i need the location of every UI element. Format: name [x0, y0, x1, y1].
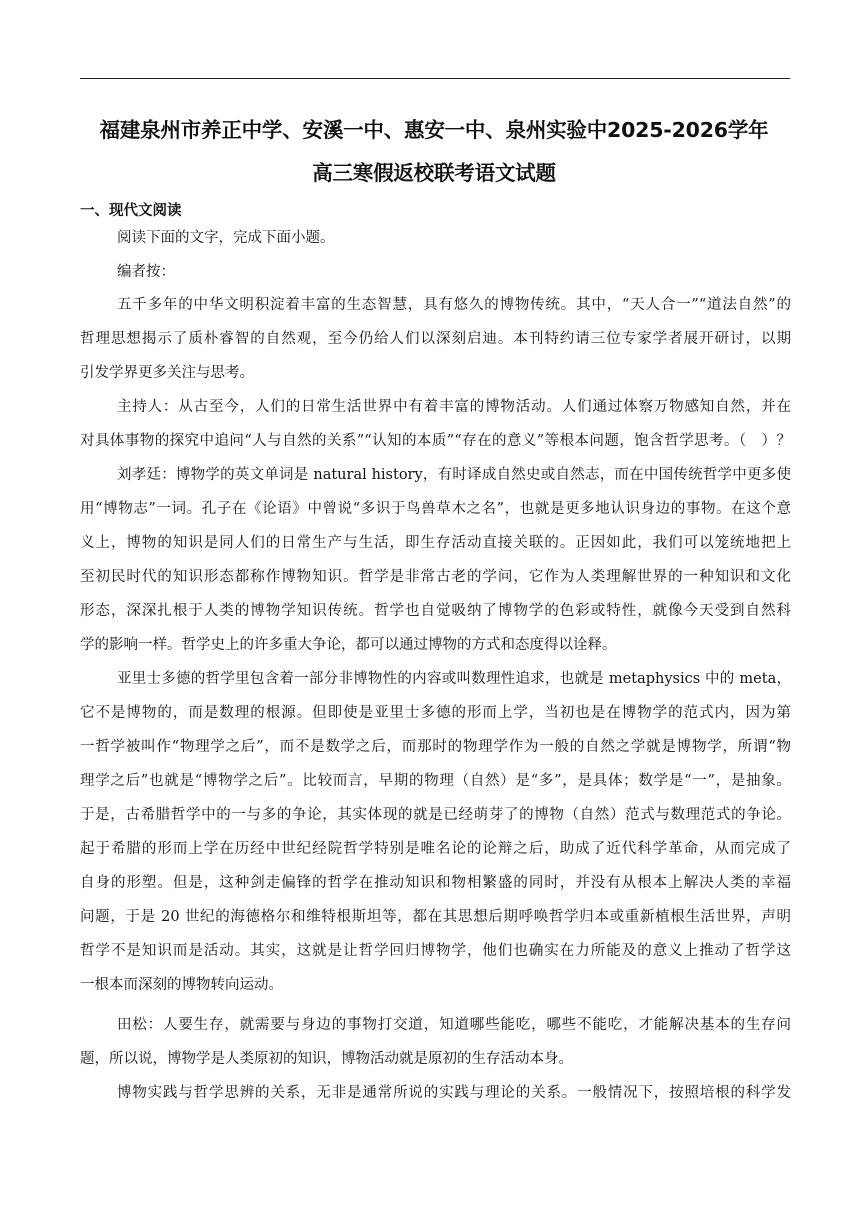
- body-line: 于是，古希腊哲学中的一与多的争论，其实体现的就是已经萌芽了的博物（自然）范式与数理范式的争论。: [80, 807, 791, 823]
- body-line: 至初民时代的知识形态都称作博物知识。哲学是非常古老的学问，它作为人类理解世界的一种知识和文化: [80, 569, 791, 585]
- body-line: 刘孝廷：博物学的英文单词是 natural history，有时译成自然史或自然志，而在中国传统哲学中更多使: [117, 467, 791, 483]
- body-line: 哲理思想揭示了质朴睿智的自然观，至今仍给人们以深刻启迪。本刊特约请三位专家学者展开研讨，以期: [80, 331, 791, 347]
- body-line: 哲学不是知识而是活动。其实，这就是让哲学回归博物学，他们也确实在力所能及的意义上推动了哲学这: [80, 943, 791, 959]
- body-line: 主持人：从古至今，人们的日常生活世界中有着丰富的博物活动。人们通过体察万物感知自然，并在: [117, 399, 791, 415]
- body-line: 引发学界更多关注与思考。: [80, 365, 254, 381]
- body-line: 形态，深深扎根于人类的博物学知识传统。哲学也自觉吸纳了博物学的色彩或特性，就像今天受到自然科: [80, 603, 791, 619]
- body-line: 用“博物志”一词。孔子在《论语》中曾说“多识于鸟兽草木之名”，也就是更多地认识身边的事物。在这个意: [80, 501, 791, 517]
- top-rule: [80, 78, 790, 79]
- body-line: 亚里士多德的哲学里包含着一部分非博物性的内容或叫数理性追求，也就是 metaphysics 中的 meta，: [117, 671, 791, 687]
- body-line: 起于希腊的形而上学在历经中世纪经院哲学特别是唯名论的论辩之后，助成了近代科学革命，从而完成了: [80, 841, 791, 857]
- body-line: 理学之后”也就是“博物学之后”。比较而言，早期的物理（自然）是“多”，是具体；数学是“一”，是抽象。: [80, 773, 791, 789]
- editor-note-label: 编者按：: [117, 264, 175, 280]
- body-line: 学的影响一样。哲学史上的许多重大争论，都可以通过博物的方式和态度得以诠释。: [80, 637, 617, 653]
- body-line: 对具体事物的探究中追问“人与自然的关系”“认知的本质”“存在的意义”等根本问题，饱含哲学思考。（ ）？: [80, 433, 791, 449]
- body-line: 它不是博物的，而是数理的根源。但即使是亚里士多德的形而上学，当初也是在博物学的范式内，因为第: [80, 705, 791, 721]
- instruction-line: 阅读下面的文字，完成下面小题。: [117, 230, 335, 246]
- body-line: 题，所以说，博物学是人类原初的知识，博物活动就是原初的生存活动本身。: [80, 1051, 573, 1067]
- body-line: 自身的形塑。但是，这种剑走偏锋的哲学在推动知识和物相繁盛的同时，并没有从根本上解决人类的幸福: [80, 875, 791, 891]
- document-title-line-1: 福建泉州市养正中学、安溪一中、惠安一中、泉州实验中2025-2026学年: [99, 118, 769, 142]
- body-line: 一哲学被叫作“物理学之后”，而不是数学之后，而那时的物理学作为一般的自然之学就是博物学，所谓“物: [80, 739, 791, 755]
- document-title-line-2: 高三寒假返校联考语文试题: [312, 161, 556, 185]
- body-line: 一根本而深刻的博物转向运动。: [80, 977, 283, 993]
- body-line: 五千多年的中华文明积淀着丰富的生态智慧，具有悠久的博物传统。其中，“天人合一”“道法自然”的: [117, 297, 791, 313]
- body-line: 义上，博物的知识是同人们的日常生产与生活，即生存活动直接关联的。正因如此，我们可以笼统地把上: [80, 535, 791, 551]
- section-heading: 一、现代文阅读: [80, 203, 182, 219]
- body-line: 博物实践与哲学思辨的关系，无非是通常所说的实践与理论的关系。一般情况下，按照培根的科学发: [117, 1085, 791, 1101]
- body-line: 问题，于是 20 世纪的海德格尔和维特根斯坦等，都在其思想后期呼唤哲学归本或重新植根生活世界，声明: [80, 909, 791, 925]
- body-line: 田松：人要生存，就需要与身边的事物打交道，知道哪些能吃，哪些不能吃，才能解决基本的生存问: [117, 1017, 791, 1033]
